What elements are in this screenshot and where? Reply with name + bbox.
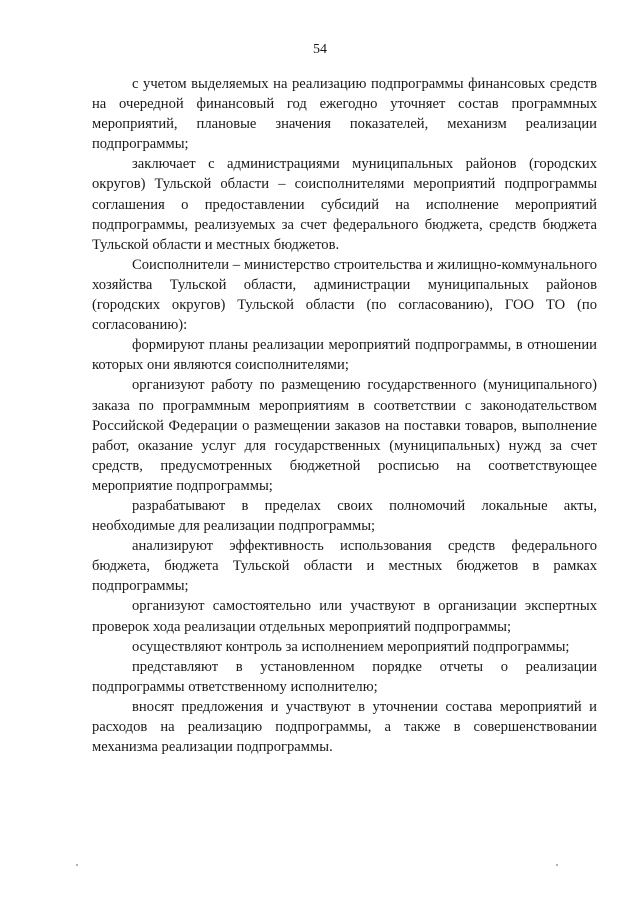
- paragraph: организуют самостоятельно или участвуют в организации экспертных проверок хода реализации отдельных мероприятий подпрограммы;: [92, 598, 597, 635]
- paragraph: формируют планы реализации мероприятий подпрограммы, в отношении которых они являются соисполнителями;: [92, 337, 597, 374]
- scan-speck: [556, 864, 558, 866]
- paragraph: анализируют эффективность использования средств федерального бюджета, бюджета Тульской области и местных бюджетов в рамках подпрограммы;: [92, 538, 597, 595]
- body-text: [92, 74, 597, 757]
- paragraph: вносят предложения и участвуют в уточнении состава мероприятий и расходов на реализацию подпрограммы, а также в совершенствовании механизма реализации подпрограммы.: [92, 698, 597, 756]
- scan-speck: [76, 864, 78, 866]
- paragraph: с учетом выделяемых на реализацию подпрограммы финансовых средств на очередной финансовый год ежегодно уточняет состав программных мероприятий, плановые значения показателей, механизм реализации подпрограммы;: [92, 76, 597, 153]
- paragraph: заключает с администрациями муниципальных районов (городских округов) Тульской области – соисполнителями мероприятий подпрограммы соглашения о предоставлении субсидий на исполнение мероприятий подпрограммы, реализуемых за счет федерального бюджета, средств бюджета Тульской области и местных бюджетов.: [92, 156, 597, 253]
- paragraph: осуществляют контроль за исполнением мероприятий подпрограммы;: [132, 638, 570, 655]
- paragraph: разрабатывают в пределах своих полномочий локальные акты, необходимые для реализации подпрограммы;: [92, 497, 597, 535]
- page-number: 54: [313, 42, 327, 57]
- paragraph: Соисполнители – министерство строительства и жилищно-коммунального хозяйства Тульской области, администрации муниципальных районов (городских округов) Тульской области (по согласованию), ГОО ТО (по согласованию):: [92, 256, 597, 334]
- paragraph: представляют в установленном порядке отчеты о реализации подпрограммы ответственному исполнителю;: [92, 658, 597, 695]
- paragraph: организуют работу по размещению государственного (муниципального) заказа по программным мероприятиям в соответствии с законодательством Российской Федерации о размещении заказов на поставки товаров, выполнение работ, оказание услуг для государственных (муниципальных) нужд за счет средств, предусмотренных бюджетной росписью на соответствующее мероприятие подпрограммы;: [92, 377, 597, 494]
